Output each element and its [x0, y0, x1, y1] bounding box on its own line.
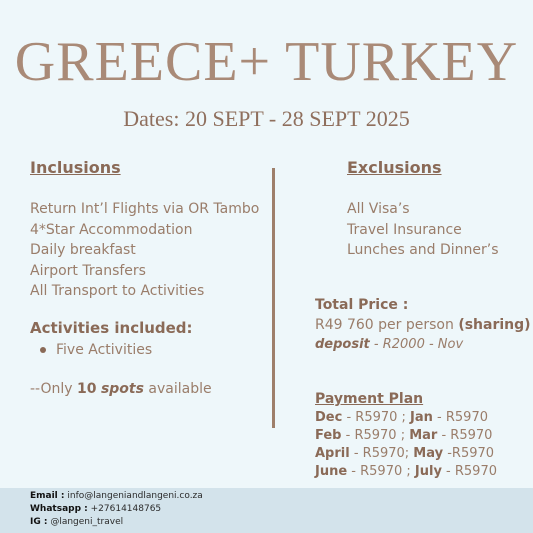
- whatsapp-number[interactable]: +27614148765: [87, 504, 162, 514]
- exclusion-item: All Visa’s: [347, 201, 410, 217]
- payment-plan-list: [315, 409, 497, 481]
- payment-month: Jan: [410, 410, 433, 425]
- payment-month: Feb: [315, 428, 342, 443]
- deposit-line: [315, 337, 463, 352]
- email-link[interactable]: info@langeniandlangeni.co.za: [64, 491, 203, 501]
- payment-amount: - R5970: [432, 410, 488, 425]
- inclusion-item: Return Int’l Flights via OR Tambo: [30, 201, 260, 217]
- price-value: R49 760 per person: [315, 317, 459, 333]
- exclusions-heading: Exclusions: [347, 158, 442, 177]
- inclusions-heading: Inclusions: [30, 158, 121, 177]
- exclusions-list: [347, 199, 499, 261]
- whatsapp-label: Whatsapp :: [30, 504, 88, 514]
- payment-month: April: [315, 446, 350, 461]
- inclusion-item: Daily breakfast: [30, 242, 136, 258]
- contact-instagram: [30, 517, 123, 527]
- payment-row: [315, 409, 497, 427]
- payment-amount: - R5970 ;: [347, 464, 415, 479]
- spots-prefix: --Only: [30, 381, 78, 397]
- payment-month: July: [414, 464, 442, 479]
- contact-whatsapp: [30, 504, 161, 514]
- inclusion-item: Airport Transfers: [30, 262, 146, 279]
- contact-email: [30, 491, 203, 501]
- spots-count: 10: [77, 381, 97, 397]
- payment-amount: - R5970: [441, 464, 497, 479]
- payment-month: June: [315, 464, 348, 479]
- inclusion-item: All Transport to Activities: [30, 283, 205, 299]
- price-amount: [315, 317, 531, 333]
- payment-amount: - R5970 ;: [341, 428, 410, 443]
- activities-heading: Activities included:: [30, 319, 193, 337]
- payment-amount: - R5970;: [349, 446, 414, 461]
- column-divider: [272, 168, 275, 428]
- total-price-heading: Total Price :: [315, 297, 409, 313]
- payment-amount: - R5970 ;: [342, 410, 411, 425]
- payment-row: [315, 445, 497, 463]
- exclusion-item: Lunches and Dinner’s: [347, 242, 499, 258]
- contact-footer: [0, 488, 533, 533]
- payment-month: May: [413, 446, 444, 461]
- spots-suffix: available: [143, 381, 212, 397]
- instagram-label: IG :: [30, 517, 48, 527]
- inclusion-item: 4*Star Accommodation: [30, 221, 193, 238]
- price-sharing: (sharing): [458, 317, 531, 333]
- payment-row: [315, 427, 497, 445]
- bullet-icon: [40, 347, 46, 353]
- payment-amount: - R5970: [437, 428, 493, 443]
- spots-notice: [30, 381, 212, 397]
- payment-amount: -R5970: [443, 446, 495, 461]
- activity-label: Five Activities: [56, 342, 153, 358]
- inclusions-list: [30, 199, 259, 302]
- poster-title: GREECE+ TURKEY: [14, 31, 519, 93]
- deposit-label: deposit: [315, 337, 370, 352]
- exclusion-item: Travel Insurance: [347, 221, 462, 238]
- payment-plan-heading: Payment Plan: [315, 391, 424, 407]
- payment-month: Dec: [315, 410, 343, 425]
- spots-word: spots: [100, 381, 144, 397]
- deposit-text: - R2000 - Nov: [369, 337, 464, 352]
- payment-month: Mar: [409, 428, 438, 443]
- trip-dates: Dates: 20 SEPT - 28 SEPT 2025: [123, 106, 410, 131]
- payment-row: [315, 463, 497, 481]
- activity-item: [40, 342, 152, 358]
- email-label: Email :: [30, 491, 65, 501]
- instagram-handle[interactable]: @langeni_travel: [47, 517, 124, 527]
